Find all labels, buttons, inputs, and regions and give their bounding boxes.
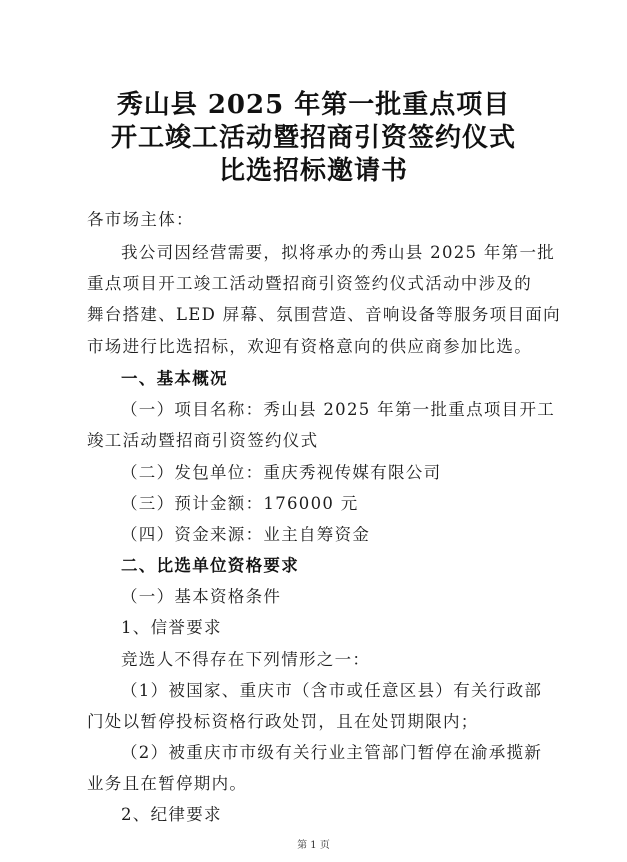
salutation: 各市场主体：	[87, 210, 194, 229]
condition-line: 业务且在暂停期内。	[87, 774, 248, 793]
condition-line: 门处以暂停投标资格行政处罚，且在处罚期限内；	[87, 712, 479, 731]
project-name-line: （一）项目名称：秀山县 2025 年第一批重点项目开工	[121, 400, 556, 419]
condition-line: （2）被重庆市市级有关行业主管部门暂停在渝承揽新	[121, 743, 543, 762]
subsection-basic-conditions: （一）基本资格条件	[121, 587, 282, 606]
section-heading-qualification: 二、比选单位资格要求	[121, 556, 299, 575]
contracting-unit: （二）发包单位：重庆秀视传媒有限公司	[121, 463, 442, 482]
requirement-credit: 1、信誉要求	[121, 618, 222, 637]
funding-source: （四）资金来源：业主自筹资金	[121, 525, 371, 544]
condition-line: （1）被国家、重庆市（含市或任意区县）有关行政部	[121, 681, 543, 700]
section-heading-basic-overview: 一、基本概况	[121, 369, 228, 388]
intro-paragraph-line: 市场进行比选招标，欢迎有资格意向的供应商参加比选。	[87, 337, 532, 356]
intro-paragraph-line: 重点项目开工竣工活动暨招商引资签约仪式活动中涉及的	[87, 274, 532, 293]
document-title-line-3: 比选招标邀请书	[218, 156, 408, 186]
project-name-line: 竣工活动暨招商引资签约仪式	[87, 431, 319, 450]
intro-paragraph-line: 舞台搭建、LED 屏幕、氛围营造、音响设备等服务项目面向	[87, 305, 561, 324]
document-title-line-2: 开工竣工活动暨招商引资签约仪式	[110, 123, 516, 153]
document-title-line-1: 秀山县 2025 年第一批重点项目	[116, 90, 511, 120]
estimated-amount: （三）预计金额：176000 元	[121, 494, 359, 513]
requirement-credit-intro: 竞选人不得存在下列情形之一：	[121, 650, 371, 669]
intro-paragraph-line: 我公司因经营需要，拟将承办的秀山县 2025 年第一批	[121, 243, 556, 262]
page-number: 第 1 页	[297, 840, 330, 851]
requirement-discipline: 2、纪律要求	[121, 805, 222, 824]
